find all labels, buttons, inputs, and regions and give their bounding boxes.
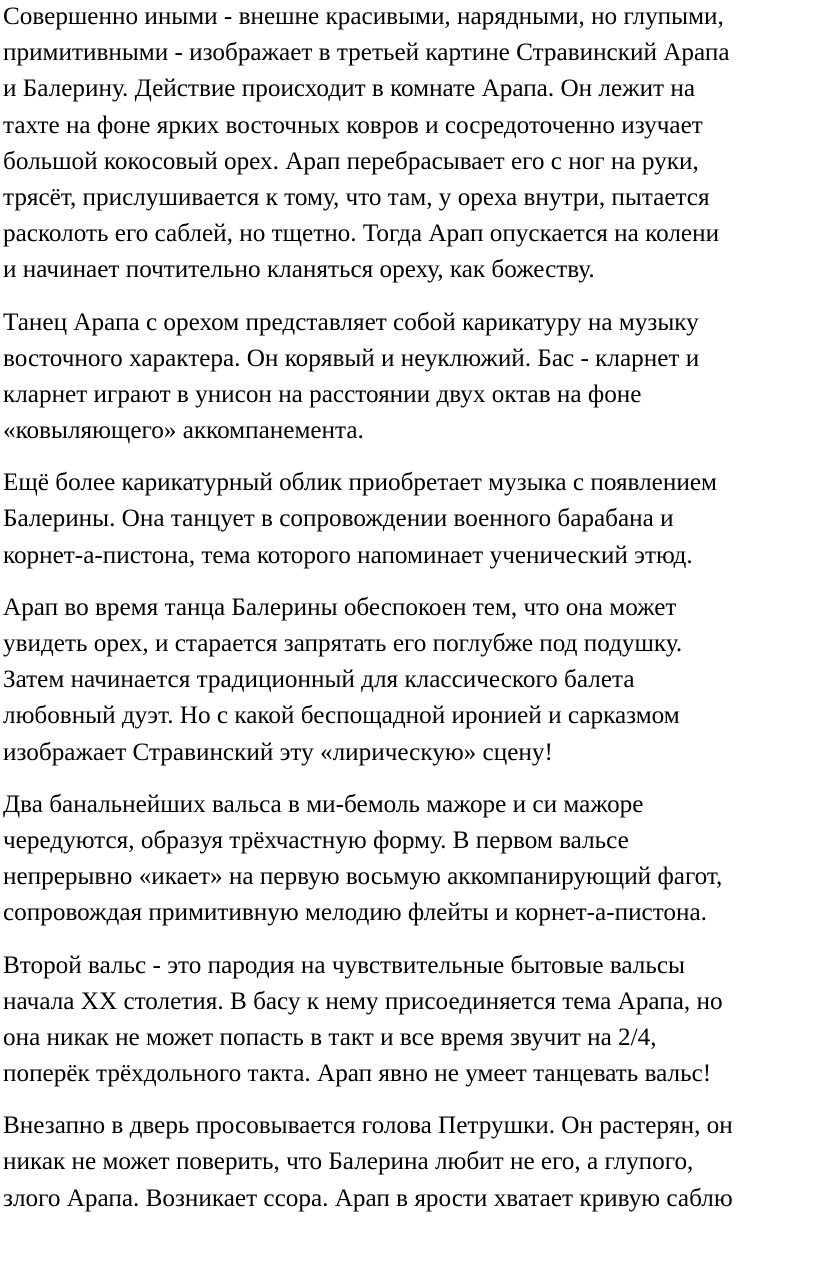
paragraph-line: примитивными - изображает в третьей картине Стравинский Арапа: [3, 39, 730, 67]
paragraph-line: Внезапно в дверь просовывается голова Петрушки. Он растерян, он: [3, 1112, 733, 1140]
paragraph-line: восточного характера. Он корявый и неуклюжий. Бас - кларнет и: [3, 344, 700, 372]
paragraph-line: злого Арапа. Возникает ссора. Арап в ярости хватает кривую саблю: [3, 1184, 733, 1212]
paragraph-line: Совершенно иными - внешне красивыми, нарядными, но глупыми,: [3, 3, 724, 30]
paragraph-line: Второй вальс - это пародия на чувствительные бытовые вальсы: [3, 951, 685, 979]
paragraph-line: начала XX столетия. В басу к нему присоединяется тема Арапа, но: [3, 987, 723, 1015]
paragraph-4: [3, 590, 816, 771]
paragraph-line: любовный дуэт. Но с какой беспощадной иронией и сарказмом: [3, 702, 680, 730]
paragraph-line: «ковыляющего» аккомпанемента.: [3, 417, 364, 445]
paragraph-line: Два банальнейших вальса в ми-бемоль мажоре и си мажоре: [3, 790, 644, 818]
paragraph-3: [3, 465, 816, 574]
paragraph-line: Арап во время танца Балерины обеспокоен тем, что она может: [3, 593, 677, 621]
paragraph-line: и Балерину. Действие происходит в комнате Арапа. Он лежит на: [3, 75, 696, 103]
paragraph-line: расколоть его саблей, но тщетно. Тогда Арап опускается на колени: [3, 220, 720, 248]
paragraph-line: большой кокосовый орех. Арап перебрасывает его с ног на руки,: [3, 147, 699, 175]
paragraph-line: чередуются, образуя трёхчастную форму. В первом вальсе: [3, 826, 629, 854]
paragraph-line: трясёт, прислушивается к тому, что там, у ореха внутри, пытается: [3, 183, 710, 211]
paragraph-line: изображает Стравинский эту «лирическую» сцену!: [3, 738, 553, 766]
paragraph-1: [3, 0, 816, 289]
paragraph-2: [3, 305, 816, 450]
paragraph-line: тахте на фоне ярких восточных ковров и сосредоточенно изучает: [3, 111, 703, 139]
paragraph-line: никак не может поверить, что Балерина любит не его, а глупого,: [3, 1148, 694, 1176]
paragraph-5: [3, 787, 816, 932]
paragraph-line: Танец Арапа с орехом представляет собой карикатуру на музыку: [3, 308, 699, 336]
paragraph-7: [3, 1108, 816, 1217]
paragraph-line: непрерывно «икает» на первую восьмую аккомпанирующий фагот,: [3, 863, 723, 891]
paragraph-line: и начинает почтительно кланяться ореху, как божеству.: [3, 256, 595, 284]
paragraph-line: корнет-а-пистона, тема которого напоминает ученический этюд.: [3, 541, 693, 569]
paragraph-line: Ещё более карикатурный облик приобретает музыка с появлением: [3, 469, 717, 497]
paragraph-line: она никак не может попасть в такт и все время звучит на 2/4,: [3, 1023, 657, 1051]
paragraph-line: увидеть орех, и старается запрятать его поглубже под подушку.: [3, 630, 683, 657]
paragraph-line: Затем начинается традиционный для классического балета: [3, 666, 635, 694]
paragraph-line: Балерины. Она танцует в сопровождении военного барабана и: [3, 505, 674, 533]
paragraph-6: [3, 948, 816, 1093]
paragraph-line: поперёк трёхдольного такта. Арап явно не умеет танцевать вальс!: [3, 1060, 712, 1088]
paragraph-line: сопровождая примитивную мелодию флейты и корнет-а-пистона.: [3, 899, 707, 927]
paragraph-line: кларнет играют в унисон на расстоянии двух октав на фоне: [3, 380, 642, 408]
